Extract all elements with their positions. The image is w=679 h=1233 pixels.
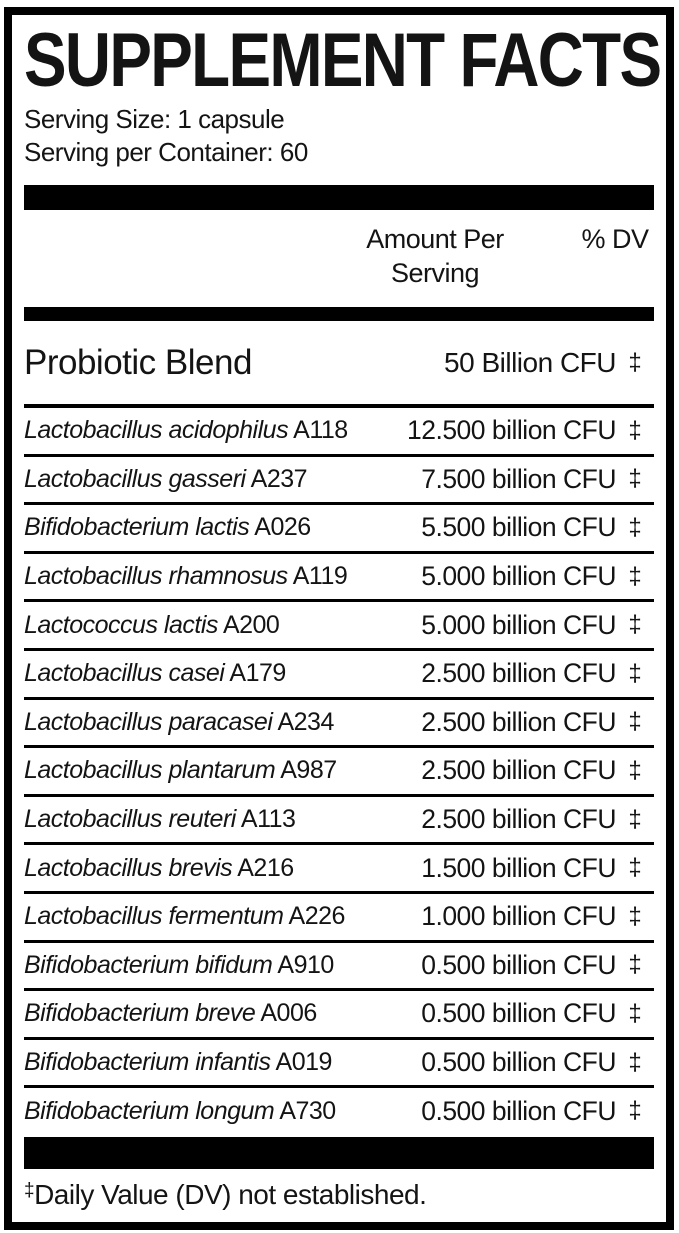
ingredient-row [24,599,654,648]
ingredient-row [24,1085,654,1134]
ingredient-strain: A113 [240,805,296,834]
ingredient-dv-mark: ‡ [628,854,642,882]
ingredient-species: Bifidobacterium longum [24,1096,275,1125]
ingredient-dv-mark: ‡ [628,708,642,736]
ingredient-row [24,794,654,843]
ingredient-row [24,988,654,1037]
blend-name: Probiotic Blend [24,342,252,382]
ingredient-species: Bifidobacterium breve [24,999,256,1028]
ingredient-name [24,1048,421,1077]
ingredient-amount: 12.500 billion CFU [406,415,616,446]
ingredient-species: Lactobacillus paracasei [24,707,273,736]
ingredient-row [24,502,654,551]
ingredient-strain: A006 [260,999,317,1028]
ingredient-name [24,951,421,980]
ingredient-species: Lactobacillus plantarum [24,756,276,785]
amount-header-line2: Serving [390,258,480,288]
ingredient-amount: 0.500 billion CFU [421,949,616,980]
ingredient-strain: A200 [222,610,280,639]
ingredient-row [24,648,654,697]
ingredient-dv-mark: ‡ [628,562,642,590]
ingredient-amount: 0.500 billion CFU [421,1095,616,1126]
ingredient-row [24,697,654,746]
ingredient-species: Bifidobacterium bifidum [24,950,273,979]
ingredient-amount: 0.500 billion CFU [421,1047,616,1078]
ingredient-species: Bifidobacterium infantis [24,1048,271,1077]
ingredient-dv-mark: ‡ [628,513,642,541]
label-title: SUPPLEMENT FACTS [24,18,661,103]
ingredient-dv-mark: ‡ [628,805,642,833]
ingredient-amount: 2.500 billion CFU [421,706,616,737]
serving-size: Serving Size: 1 capsule [24,104,285,134]
ingredient-strain: A234 [277,707,334,736]
amount-per-serving-header [340,222,530,290]
ingredient-amount: 2.500 billion CFU [421,755,616,786]
amount-header-line1: Amount Per [366,224,504,254]
ingredient-species: Lactobacillus fermentum [24,902,284,931]
ingredient-name [24,999,421,1028]
footnote-dagger-mark: ‡ [24,1179,35,1201]
ingredient-strain: A987 [280,756,337,785]
ingredient-strain: A179 [229,659,286,688]
ingredient-dv-mark: ‡ [628,756,642,784]
divider-bar-bottom [24,1137,654,1169]
footnote [24,1169,654,1222]
ingredient-name [24,902,421,931]
divider-bar-top [24,185,654,210]
ingredient-strain: A237 [250,464,308,493]
ingredient-amount: 2.500 billion CFU [421,804,616,835]
column-header-row [24,210,654,307]
ingredient-amount: 5.000 billion CFU [421,561,616,592]
ingredient-name [24,611,421,640]
ingredient-amount: 7.500 billion CFU [421,463,616,494]
ingredient-name [24,416,407,445]
ingredient-dv-mark: ‡ [628,659,642,687]
percent-dv-header: % DV [581,224,649,254]
ingredient-amount: 0.500 billion CFU [421,998,616,1029]
ingredient-row [24,745,654,794]
ingredient-row [24,940,654,989]
ingredient-species: Bifidobacterium lactis [24,513,250,542]
ingredient-species: Lactobacillus casei [24,659,225,688]
ingredient-strain: A730 [279,1096,336,1125]
ingredient-dv-mark: ‡ [628,416,642,444]
ingredient-row [24,551,654,600]
ingredient-amount: 5.000 billion CFU [421,609,616,640]
ingredient-name [24,756,421,785]
ingredient-dv-mark: ‡ [628,999,642,1027]
ingredient-dv-mark: ‡ [628,611,642,639]
ingredient-name [24,659,421,688]
ingredient-name [24,465,421,494]
ingredient-row [24,1037,654,1086]
ingredient-dv-mark: ‡ [628,465,642,493]
ingredient-species: Lactococcus lactis [24,610,218,639]
ingredient-name [24,562,421,591]
ingredient-name [24,1097,421,1126]
ingredient-species: Lactobacillus rhamnosus [24,562,288,591]
ingredient-row [24,454,654,503]
ingredient-species: Lactobacillus reuteri [24,805,236,834]
ingredient-strain: A019 [275,1048,332,1077]
ingredient-row [24,408,654,454]
ingredient-name [24,513,421,542]
ingredient-name [24,854,421,883]
ingredient-dv-mark: ‡ [628,951,642,979]
blend-amount: 50 Billion CFU [444,346,616,378]
ingredient-rows [24,404,654,1134]
ingredient-row [24,891,654,940]
ingredient-name [24,708,421,737]
ingredient-strain: A910 [277,950,334,979]
ingredient-species: Lactobacillus acidophilus [24,416,289,445]
ingredient-strain: A118 [293,416,348,445]
ingredient-amount: 1.000 billion CFU [421,901,616,932]
ingredient-amount: 5.500 billion CFU [421,512,616,543]
blend-dv-mark: ‡ [628,348,642,376]
ingredient-dv-mark: ‡ [628,1097,642,1125]
ingredient-name [24,805,421,834]
supplement-facts-label [4,7,674,1230]
ingredient-amount: 2.500 billion CFU [421,658,616,689]
blend-row [24,321,654,404]
footnote-text: Daily Value (DV) not established. [34,1179,427,1211]
ingredient-dv-mark: ‡ [628,1048,642,1076]
ingredient-dv-mark: ‡ [628,902,642,930]
ingredient-strain: A026 [254,513,311,542]
ingredient-species: Lactobacillus gasseri [24,464,246,493]
ingredient-row [24,842,654,891]
ingredient-strain: A119 [292,562,348,591]
ingredient-species: Lactobacillus brevis [24,853,233,882]
ingredient-amount: 1.500 billion CFU [421,852,616,883]
ingredient-strain: A226 [288,902,345,931]
ingredient-strain: A216 [237,853,294,882]
divider-bar-header [24,307,654,321]
servings-per-container: Serving per Container: 60 [24,137,308,167]
